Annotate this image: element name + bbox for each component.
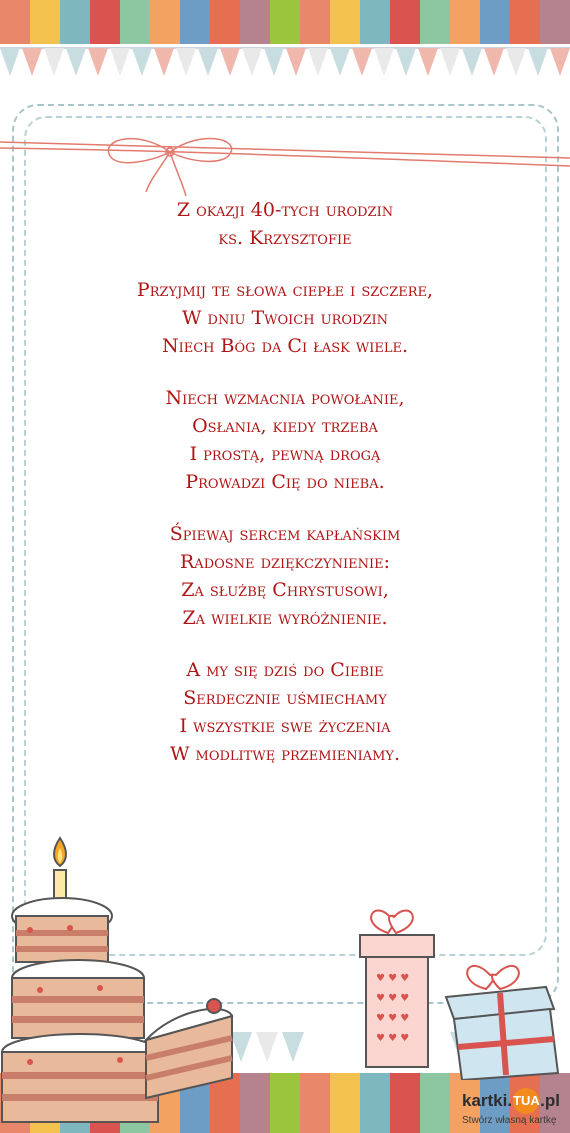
bunting-flag <box>506 48 526 76</box>
svg-text:♥ ♥ ♥: ♥ ♥ ♥ <box>376 1033 410 1044</box>
poem-line: Prowadzi Cię do nieba. <box>185 471 385 493</box>
bunting-flag <box>66 48 86 76</box>
logo-brand-prefix: kartki. <box>462 1091 513 1110</box>
stripe <box>180 0 210 44</box>
bunting-flag <box>330 48 350 76</box>
poem-line: Przyjmij te słowa ciepłe i szczere, <box>136 279 434 301</box>
stripe <box>90 0 120 44</box>
stripe <box>510 0 540 44</box>
bunting-flag <box>154 48 174 76</box>
poem-line: I prostą, pewną drogą <box>189 443 381 465</box>
poem-line: Serdecznie uśmiechamy <box>183 687 387 709</box>
bunting-flag <box>176 48 196 76</box>
bunting-flag <box>418 48 438 76</box>
stripe <box>540 0 570 44</box>
bunting-garland <box>0 46 570 82</box>
poem-line: I wszystkie swe życzenia <box>179 715 391 737</box>
stripe <box>330 0 360 44</box>
bunting-flag <box>550 48 570 76</box>
poem-title-line: Z okazji 40-tych urodzin <box>176 199 394 221</box>
poem-line: Niech Bóg da Ci łask wiele. <box>161 335 409 357</box>
bunting-flag <box>440 48 460 76</box>
poem-line: W dniu Twoich urodzin <box>181 307 388 329</box>
stripe <box>450 0 480 44</box>
bunting-flag <box>462 48 482 76</box>
bunting-flag <box>396 48 416 76</box>
stripe <box>300 1073 330 1133</box>
poem-line: Osłania, kiedy trzeba <box>192 415 378 437</box>
bunting-flag <box>528 48 548 76</box>
bunting-flag <box>374 48 394 76</box>
stripe <box>420 1073 450 1133</box>
top-stripes-border <box>0 0 570 44</box>
stripe <box>480 0 510 44</box>
poem-text <box>40 196 530 768</box>
stripe <box>240 1073 270 1133</box>
poem-line: Za służbę Chrystusowi, <box>181 579 389 601</box>
birthday-cake-icon <box>0 830 240 1133</box>
stripe <box>390 0 420 44</box>
stripe <box>420 0 450 44</box>
poem-line: Śpiewaj sercem kapłańskim <box>169 523 401 545</box>
bunting-flag <box>44 48 64 76</box>
poem-line: A my się dziś do Ciebie <box>186 659 384 681</box>
stripe <box>360 1073 390 1133</box>
bunting-flag <box>286 48 306 76</box>
bunting-flag <box>242 48 262 76</box>
poem-line: Za wielkie wyróżnienie. <box>182 607 388 629</box>
logo-tagline: Stwórz własną kartkę <box>462 1115 557 1126</box>
stripe <box>120 0 150 44</box>
stripe <box>390 1073 420 1133</box>
bunting-flag <box>132 48 152 76</box>
stripe <box>240 0 270 44</box>
bunting-flag <box>198 48 218 76</box>
poem-line: W modlitwę przemieniamy. <box>169 743 401 765</box>
candle-icon <box>54 838 66 904</box>
gift-box-hearts-icon <box>360 910 434 1067</box>
bunting-flag <box>0 48 20 76</box>
poem-line: Niech wzmacnia powołanie, <box>165 387 405 409</box>
bunting-flag <box>352 48 372 76</box>
svg-text:♥ ♥ ♥: ♥ ♥ ♥ <box>376 973 410 984</box>
stripe <box>150 0 180 44</box>
gift-boxes-icon <box>350 905 570 1080</box>
logo-brand-suffix: .pl <box>540 1091 560 1110</box>
stripe <box>270 1073 300 1133</box>
cake-slice-icon <box>146 999 232 1098</box>
kartki-tua-logo[interactable] <box>462 1088 560 1128</box>
stripe <box>300 0 330 44</box>
stripe <box>30 0 60 44</box>
bunting-flag <box>88 48 108 76</box>
logo-badge: TUA <box>513 1088 539 1114</box>
svg-text:♥ ♥ ♥: ♥ ♥ ♥ <box>376 993 410 1004</box>
poem-title-line: ks. Krzysztofie <box>218 227 352 249</box>
bunting-flag <box>22 48 42 76</box>
bunting-flag <box>110 48 130 76</box>
poem-line: Radosne dziękczynienie: <box>180 551 390 573</box>
bunting-flag <box>308 48 328 76</box>
stripe <box>0 0 30 44</box>
gift-box-blue-icon <box>446 966 558 1080</box>
stripe <box>270 0 300 44</box>
bunting-flag <box>484 48 504 76</box>
stripe <box>60 0 90 44</box>
svg-text:♥ ♥ ♥: ♥ ♥ ♥ <box>376 1013 410 1024</box>
ribbon-bow-icon <box>0 128 570 198</box>
stripe <box>210 0 240 44</box>
bunting-flag <box>220 48 240 76</box>
logo-brand <box>462 1088 560 1114</box>
stripe <box>330 1073 360 1133</box>
stripe <box>360 0 390 44</box>
bunting-flag <box>264 48 284 76</box>
